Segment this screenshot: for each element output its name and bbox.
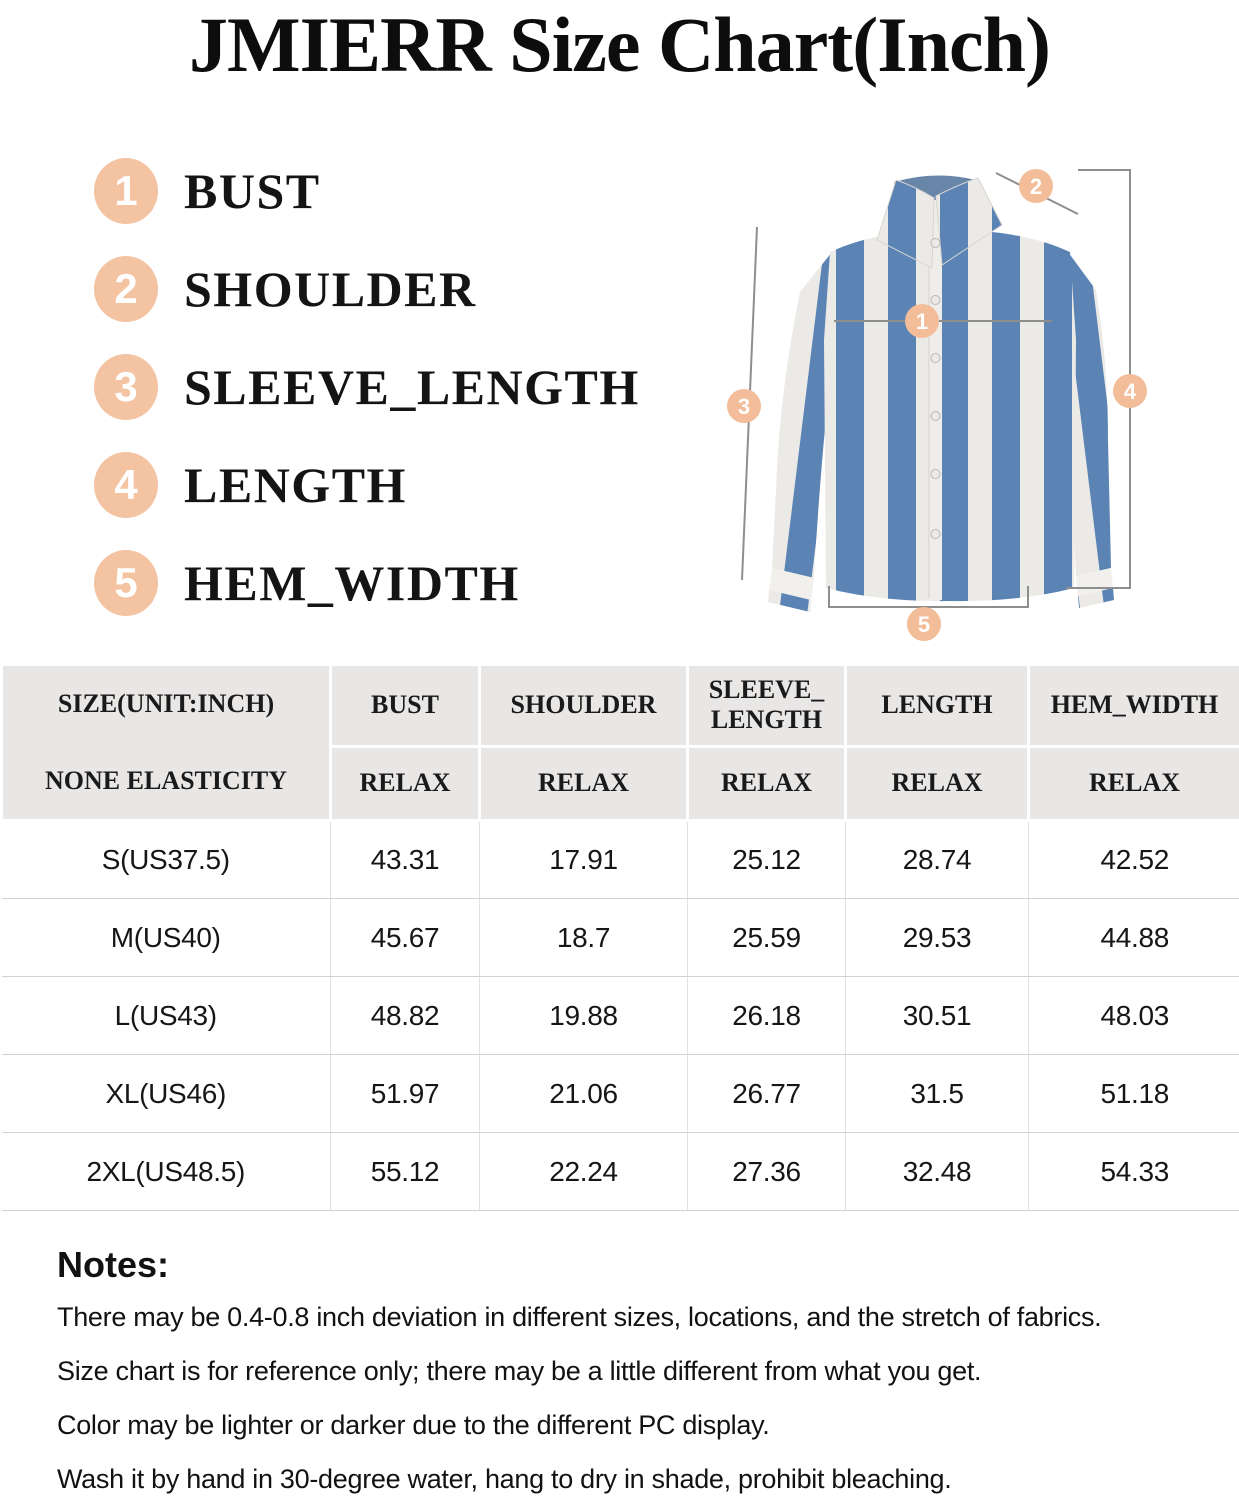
callout-2-num: 2 <box>1029 174 1043 199</box>
number-1-badge-icon: 1 <box>94 158 158 224</box>
cell: 48.03 <box>1029 977 1239 1055</box>
fit-cell: RELAX <box>846 746 1029 820</box>
callout-5-num: 5 <box>917 612 931 637</box>
cell: 26.18 <box>688 977 846 1055</box>
legend-item-hem-width <box>94 550 640 616</box>
number-4-badge-icon: 4 <box>94 452 158 518</box>
legend-item-length <box>94 452 640 518</box>
table-row-l <box>2 977 1239 1055</box>
cell: 45.67 <box>331 899 480 977</box>
cell: 17.91 <box>480 821 688 899</box>
col-header-sleeve-length: SLEEVE_LENGTH <box>688 665 846 747</box>
table-row-2xl <box>2 1133 1239 1211</box>
note-line-2: Size chart is for reference only; there may be a little different from what you get. <box>57 1356 982 1386</box>
note-line-3: Color may be lighter or darker due to the different PC display. <box>57 1410 770 1440</box>
size-table <box>0 663 1239 1211</box>
cell: 48.82 <box>331 977 480 1055</box>
shirt-measurement-diagram <box>680 140 1220 670</box>
cell: 25.59 <box>688 899 846 977</box>
cell: 21.06 <box>480 1055 688 1133</box>
cell: 51.18 <box>1029 1055 1239 1133</box>
cell: 51.97 <box>331 1055 480 1133</box>
number-2-badge-icon: 2 <box>94 256 158 322</box>
col-header-shoulder: SHOULDER <box>480 665 688 747</box>
cell: 27.36 <box>688 1133 846 1211</box>
legend-label: SHOULDER <box>184 261 477 317</box>
legend-item-sleeve-length <box>94 354 640 420</box>
number-5-badge-icon: 5 <box>94 550 158 616</box>
legend-item-bust <box>94 158 640 224</box>
cell: 31.5 <box>846 1055 1029 1133</box>
cell: 19.88 <box>480 977 688 1055</box>
cell: 18.7 <box>480 899 688 977</box>
shirt-diagram-svg <box>680 140 1220 670</box>
callout-1-num: 1 <box>915 309 929 334</box>
shirt-body <box>824 230 1076 601</box>
cell: 22.24 <box>480 1133 688 1211</box>
page-title: JMIERR Size Chart(Inch) <box>189 1 1050 88</box>
fit-cell: RELAX <box>480 746 688 820</box>
cell: 26.77 <box>688 1055 846 1133</box>
number-3-badge-icon: 3 <box>94 354 158 420</box>
cell: 44.88 <box>1029 899 1239 977</box>
elasticity-label: NONE ELASTICITY <box>44 765 287 795</box>
callout-4-num: 4 <box>1123 379 1137 404</box>
cell: 30.51 <box>846 977 1029 1055</box>
legend-label: HEM_WIDTH <box>184 555 520 611</box>
row-size-label: M(US40) <box>2 899 331 977</box>
col-header-hem-width: HEM_WIDTH <box>1029 665 1239 747</box>
note-line-4: Wash it by hand in 30-degree water, hang to dry in shade, prohibit bleaching. <box>57 1464 952 1494</box>
cell: 25.12 <box>688 821 846 899</box>
fit-cell: RELAX <box>331 746 480 820</box>
fit-cell: RELAX <box>1029 746 1239 820</box>
fit-cell: RELAX <box>688 746 846 820</box>
cell: 54.33 <box>1029 1133 1239 1211</box>
legend-label: SLEEVE_LENGTH <box>184 359 640 415</box>
cell: 28.74 <box>846 821 1029 899</box>
row-size-label: S(US37.5) <box>2 821 331 899</box>
cell: 32.48 <box>846 1133 1029 1211</box>
cell: 43.31 <box>331 821 480 899</box>
notes-heading: Notes: <box>57 1244 170 1285</box>
legend-item-shoulder <box>94 256 640 322</box>
cell: 55.12 <box>331 1133 480 1211</box>
table-row-xl <box>2 1055 1239 1133</box>
row-size-label: XL(US46) <box>2 1055 331 1133</box>
notes-section <box>57 1245 1101 1500</box>
note-line-1: There may be 0.4-0.8 inch deviation in different sizes, locations, and the stretch of fabrics. <box>57 1302 1102 1332</box>
table-row-s <box>2 821 1239 899</box>
cell: 42.52 <box>1029 821 1239 899</box>
cell: 29.53 <box>846 899 1029 977</box>
size-unit-label: SIZE(UNIT:INCH) <box>57 689 275 719</box>
row-size-label: L(US43) <box>2 977 331 1055</box>
table-row-m <box>2 899 1239 977</box>
col-header-length: LENGTH <box>846 665 1029 747</box>
legend-label: LENGTH <box>184 457 407 513</box>
callout-3-num: 3 <box>737 394 751 419</box>
col-header-bust: BUST <box>331 665 480 747</box>
row-size-label: 2XL(US48.5) <box>2 1133 331 1211</box>
measurement-legend <box>94 158 640 648</box>
size-column-header <box>2 665 331 821</box>
legend-label: BUST <box>184 163 321 219</box>
